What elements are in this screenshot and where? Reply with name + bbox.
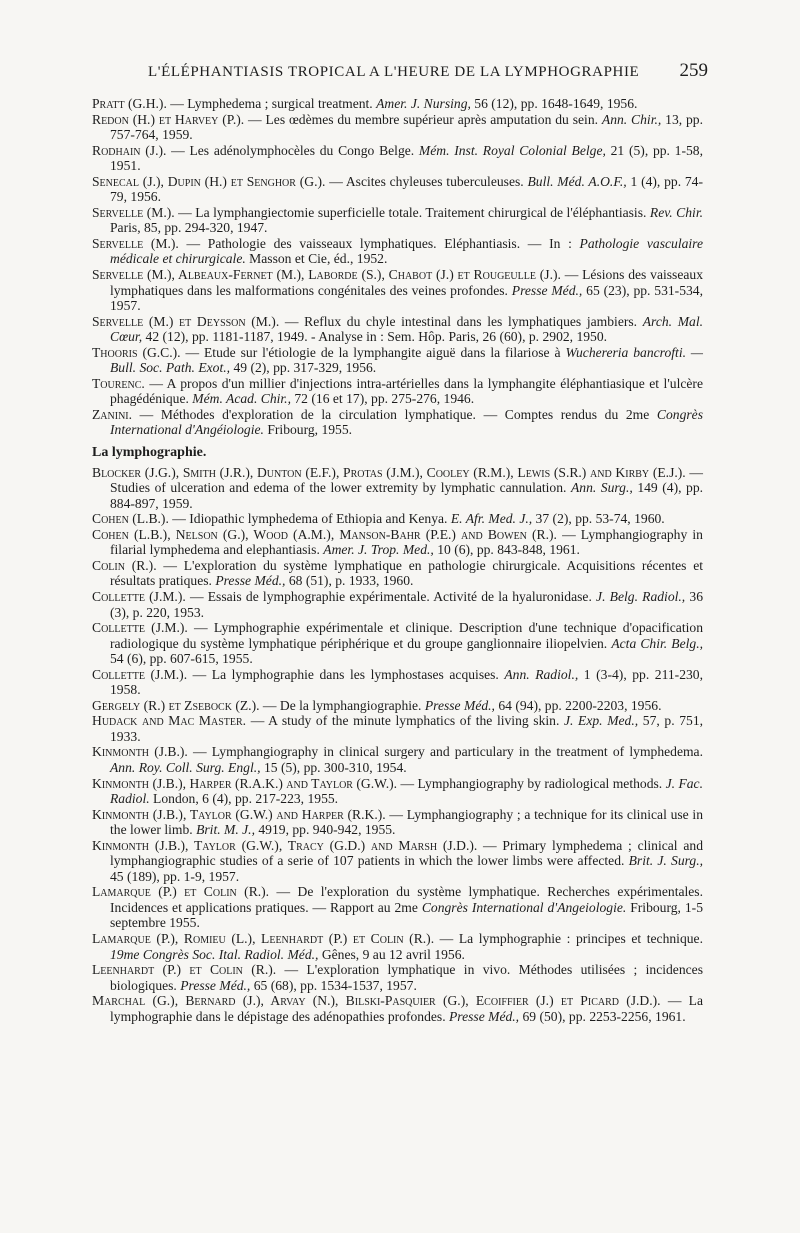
reference-entry xyxy=(92,667,703,698)
reference-text: — De l'exploration du système lymphatique. Recherches expérimentales. Incidences et applications pratiques. — Rapport au 2me xyxy=(110,884,703,915)
reference-authors: Servelle (M.), Albeaux-Fernet (M.), Laborde (S.), Chabot (J.) et Rougeulle (J.). xyxy=(92,267,561,283)
reference-authors: Kinmonth (J.B.), Taylor (G.W.) and Harper (R.K.). xyxy=(92,806,386,822)
reference-source: Ann. Surg., xyxy=(570,480,633,496)
reference-source: 19me Congrès Soc. Ital. Radiol. Méd., xyxy=(110,946,319,962)
reference-details: Masson et Cie, éd., 1952. xyxy=(245,251,388,267)
reference-entry xyxy=(92,511,703,527)
reference-authors: Kinmonth (J.B.), Taylor (G.W.), Tracy (G.D.) and Marsh (J.D.). xyxy=(92,837,478,853)
running-header xyxy=(148,60,708,82)
reference-details: 56 (12), pp. 1648-1649, 1956. xyxy=(470,96,638,111)
reference-details: 45 (189), pp. 1-9, 1957. xyxy=(110,868,240,884)
reference-text: — Idiopathic lymphedema of Ethiopia and Kenya. xyxy=(168,511,451,527)
reference-text: — Lymphangiography in clinical surgery and particulary in the treatment of lymphedema. xyxy=(187,744,703,760)
reference-entry xyxy=(92,962,703,993)
reference-source: J. Exp. Med., xyxy=(563,713,639,729)
reference-entry xyxy=(92,143,703,174)
reference-details: 68 (51), p. 1933, 1960. xyxy=(285,573,414,589)
references-group-after xyxy=(92,465,703,1025)
reference-text: — A propos d'un millier d'injections intra-artérielles dans la lymphangite éléphantiasique et l'ulcère phagédénique. xyxy=(110,375,703,407)
reference-text: — Studies of ulceration and edema of the lower extremity by lymphatic cannulation. xyxy=(110,464,703,496)
reference-authors: Collette (J.M.). xyxy=(92,620,188,636)
reference-authors: Servelle (M.). xyxy=(92,204,175,220)
reference-details: 49 (2), pp. 317-329, 1956. xyxy=(230,360,377,376)
reference-entry xyxy=(92,407,703,438)
reference-details: 37 (2), pp. 53-74, 1960. xyxy=(532,511,665,527)
reference-text: — Lésions des vaisseaux lymphatiques dans les malformations congénitales des veines profondes. xyxy=(110,267,703,298)
reference-details: 65 (68), pp. 1534-1537, 1957. xyxy=(250,977,417,993)
reference-entry xyxy=(92,345,703,376)
reference-source: Acta Chir. Belg., xyxy=(611,635,703,651)
reference-text: — Pathologie des vaisseaux lymphatiques. Eléphantiasis. — In : xyxy=(178,235,580,251)
reference-entry xyxy=(92,620,703,667)
reference-authors: Lamarque (P.) et Colin (R.). xyxy=(92,884,270,900)
reference-text: — Les œdèmes du membre supérieur après amputation du sein. xyxy=(244,111,602,127)
reference-text: — L'exploration lymphatique in vivo. Méthodes utilisées ; incidences biologiques. xyxy=(110,962,703,993)
reference-details: 15 (5), pp. 300-310, 1954. xyxy=(260,759,407,775)
reference-entry xyxy=(92,838,703,885)
reference-source: Presse Méd., xyxy=(180,977,251,993)
reference-details: 1 (3-4), pp. 211-230, 1958. xyxy=(110,666,703,698)
reference-details: 57, p. 751, 1933. xyxy=(110,713,704,744)
reference-text: — Primary lymphedema ; clinical and lymphangiographic studies of a serie of 107 patients in which the lower limbs were affected. xyxy=(110,837,703,869)
reference-details: London, 6 (4), pp. 217-223, 1955. xyxy=(149,791,339,807)
reference-entry xyxy=(92,376,703,407)
reference-authors: Collette (J.M.). xyxy=(92,588,186,604)
reference-details: Fribourg, 1955. xyxy=(263,422,353,438)
reference-text: — La lymphographie dans les lymphostases acquises. xyxy=(187,666,505,682)
reference-authors: Marchal (G.), Bernard (J.), Arvay (N.), Bilski-Pasquier (G.), Ecoiffier (J.) et Picard (J.D.). xyxy=(92,993,661,1009)
reference-details: Paris, 85, pp. 294-320, 1947. xyxy=(110,220,268,236)
reference-details: 69 (50), pp. 2253-2256, 1961. xyxy=(519,1008,686,1024)
reference-authors: Thooris (G.C.). xyxy=(92,344,181,360)
reference-entry xyxy=(92,174,703,205)
reference-source: Mém. Acad. Chir., xyxy=(192,391,291,407)
reference-entry xyxy=(92,931,703,962)
reference-source: Ann. Radiol., xyxy=(504,666,579,682)
reference-details: Fribourg, 1-5 septembre 1955. xyxy=(110,899,703,931)
reference-entry xyxy=(92,236,703,267)
reference-details: 72 (16 et 17), pp. 275-276, 1946. xyxy=(290,391,475,407)
reference-authors: Rodhain (J.). xyxy=(92,142,167,158)
reference-details: 36 (3), p. 220, 1953. xyxy=(110,588,703,620)
reference-entry xyxy=(92,993,703,1024)
reference-source: Wuchereria bancrofti. — Bull. Soc. Path. Exot., xyxy=(110,344,703,376)
reference-details: 54 (6), pp. 607-615, 1955. xyxy=(110,651,253,667)
reference-details: 13, pp. 757-764, 1959. xyxy=(110,111,703,143)
reference-details: 4919, pp. 940-942, 1955. xyxy=(254,822,396,838)
reference-source: Pathologie vasculaire médicale et chirurgicale. xyxy=(110,235,703,267)
reference-authors: Lamarque (P.), Romieu (L.), Leenhardt (P.) et Colin (R.). xyxy=(92,930,435,946)
reference-text: — Lymphangiography ; a technique for its clinical use in the lower limb. xyxy=(110,806,703,838)
reference-authors: Blocker (J.G.), Smith (J.R.), Dunton (E.F.), Protas (J.M.), Cooley (R.M.), Lewis (S.R.) and Kirby (E.J.). xyxy=(92,464,686,480)
reference-entry xyxy=(92,558,703,589)
reference-entry xyxy=(92,96,703,112)
reference-details: Gênes, 9 au 12 avril 1956. xyxy=(318,946,465,962)
reference-entry xyxy=(92,527,703,558)
reference-text: — La lymphographie dans le dépistage des adénopathies profondes. xyxy=(110,993,703,1024)
reference-text: — Lymphangiography in filarial lymphedema and elephantiasis. xyxy=(110,526,703,558)
reference-details: 65 (23), pp. 531-534, 1957. xyxy=(110,282,703,314)
reference-text: — Essais de lymphographie expérimentale. Activité de la hyaluronidase. xyxy=(185,588,597,604)
reference-details: 10 (6), pp. 843-848, 1961. xyxy=(433,542,580,558)
reference-source: Congrès International d'Angeiologie. xyxy=(421,899,627,915)
reference-entry xyxy=(92,744,703,775)
reference-details: 1 (4), pp. 74-79, 1956. xyxy=(110,173,704,205)
reference-details: 42 (12), pp. 1181-1187, 1949. - Analyse in : Sem. Hôp. Paris, 26 (60), p. 2902, 1950. xyxy=(142,329,608,345)
reference-authors: Zanini. xyxy=(92,406,133,422)
reference-authors: Leenhardt (P.) et Colin (R.). xyxy=(92,962,277,978)
reference-source: Mém. Inst. Royal Colonial Belge, xyxy=(418,142,606,158)
reference-source: Amer. J. Nursing, xyxy=(376,96,471,111)
reference-authors: Kinmonth (J.B.), Harper (R.A.K.) and Taylor (G.W.). xyxy=(92,775,398,791)
reference-authors: Redon (H.) et Harvey (P.). xyxy=(92,111,245,127)
reference-text: — Lymphangiography by radiological methods. xyxy=(397,775,666,791)
reference-source: Presse Méd., xyxy=(215,573,286,589)
reference-source: Ann. Roy. Coll. Surg. Engl., xyxy=(110,759,261,775)
reference-entry xyxy=(92,776,703,807)
reference-authors: Servelle (M.). xyxy=(92,235,179,251)
reference-entry xyxy=(92,807,703,838)
reference-entry xyxy=(92,267,703,314)
reference-source: Presse Méd., xyxy=(449,1008,520,1024)
reference-authors: Tourenc. xyxy=(92,375,145,391)
reference-text: — Lymphographie expérimentale et clinique. Description d'une technique d'opacification radiologique du système lymphatique périphérique et du groupe ganglionnaire iliopelvien. xyxy=(110,620,703,651)
reference-text: — La lymphographie : principes et technique. xyxy=(434,930,703,946)
page-number: 259 xyxy=(679,60,708,81)
reference-source: Ann. Chir., xyxy=(601,111,662,127)
reference-authors: Gergely (R.) et Zsebock (Z.). xyxy=(92,697,260,713)
reference-authors: Cohen (L.B.), Nelson (G.), Wood (A.M.), Manson-Bahr (P.E.) and Bowen (R.). xyxy=(92,526,557,542)
reference-entry xyxy=(92,713,703,744)
reference-details: 149 (4), pp. 884-897, 1959. xyxy=(110,480,704,511)
reference-source: Rev. Chir. xyxy=(649,204,704,220)
reference-source: Amer. J. Trop. Med., xyxy=(323,542,434,558)
reference-entry xyxy=(92,589,703,620)
reference-source: J. Fac. Radiol. xyxy=(110,775,703,807)
references-group-before xyxy=(92,96,703,438)
reference-source: J. Belg. Radiol., xyxy=(596,588,686,604)
reference-list xyxy=(92,96,703,1024)
reference-entry xyxy=(92,465,703,512)
reference-source: Brit. J. Surg., xyxy=(628,853,703,869)
reference-source: Bull. Méd. A.O.F., xyxy=(527,173,627,189)
reference-source: Presse Méd., xyxy=(511,282,583,298)
reference-text: — L'exploration du système lymphatique en pathologie chirurgicale. Acquisitions récentes et résultats pratiques. xyxy=(110,557,704,589)
reference-entry xyxy=(92,112,703,143)
reference-text: — De la lymphangiographie. xyxy=(259,697,425,713)
reference-authors: Senecal (J.), Dupin (H.) et Senghor (G.). xyxy=(92,173,326,189)
reference-source: Brit. M. J., xyxy=(196,822,255,838)
reference-text: — A study of the minute lymphatics of the living skin. xyxy=(246,713,564,729)
reference-text: — Reflux du chyle intestinal dans les lymphatiques jambiers. xyxy=(279,313,643,329)
reference-text: — Méthodes d'exploration de la circulation lymphatique. — Comptes rendus du 2me xyxy=(132,406,657,422)
reference-source: Arch. Mal. Cœur, xyxy=(110,313,704,345)
reference-entry xyxy=(92,314,703,345)
reference-authors: Hudack and Mac Master. xyxy=(92,713,247,729)
reference-authors: Cohen (L.B.). xyxy=(92,511,169,527)
reference-text: — Lymphedema ; surgical treatment. xyxy=(166,96,377,111)
reference-text: — La lymphangiectomie superficielle totale. Traitement chirurgical de l'éléphantiasis. xyxy=(174,204,650,220)
reference-details: 64 (94), pp. 2200-2203, 1956. xyxy=(494,697,662,713)
reference-entry xyxy=(92,205,703,236)
reference-authors: Pratt (G.H.). xyxy=(92,96,167,111)
reference-authors: Colin (R.). xyxy=(92,557,157,573)
section-heading: La lymphographie. xyxy=(92,445,207,461)
reference-entry xyxy=(92,884,703,931)
reference-text: — Les adénolymphocèles du Congo Belge. xyxy=(166,142,419,158)
reference-source: Presse Méd., xyxy=(424,697,495,713)
reference-authors: Kinmonth (J.B.). xyxy=(92,744,188,760)
reference-details: 21 (5), pp. 1-58, 1951. xyxy=(110,142,704,174)
reference-text: — Ascites chyleuses tuberculeuses. xyxy=(325,173,528,189)
reference-source: Congrès International d'Angéiologie. xyxy=(110,406,703,438)
reference-entry xyxy=(92,698,703,714)
reference-source: E. Afr. Med. J., xyxy=(450,511,533,527)
reference-authors: Collette (J.M.). xyxy=(92,666,188,682)
running-title: L'ÉLÉPHANTIASIS TROPICAL A L'HEURE DE LA LYMPHOGRAPHIE xyxy=(148,64,640,80)
reference-authors: Servelle (M.) et Deysson (M.). xyxy=(92,313,280,329)
reference-text: — Etude sur l'étiologie de la lymphangite aiguë dans la filariose à xyxy=(180,344,566,360)
